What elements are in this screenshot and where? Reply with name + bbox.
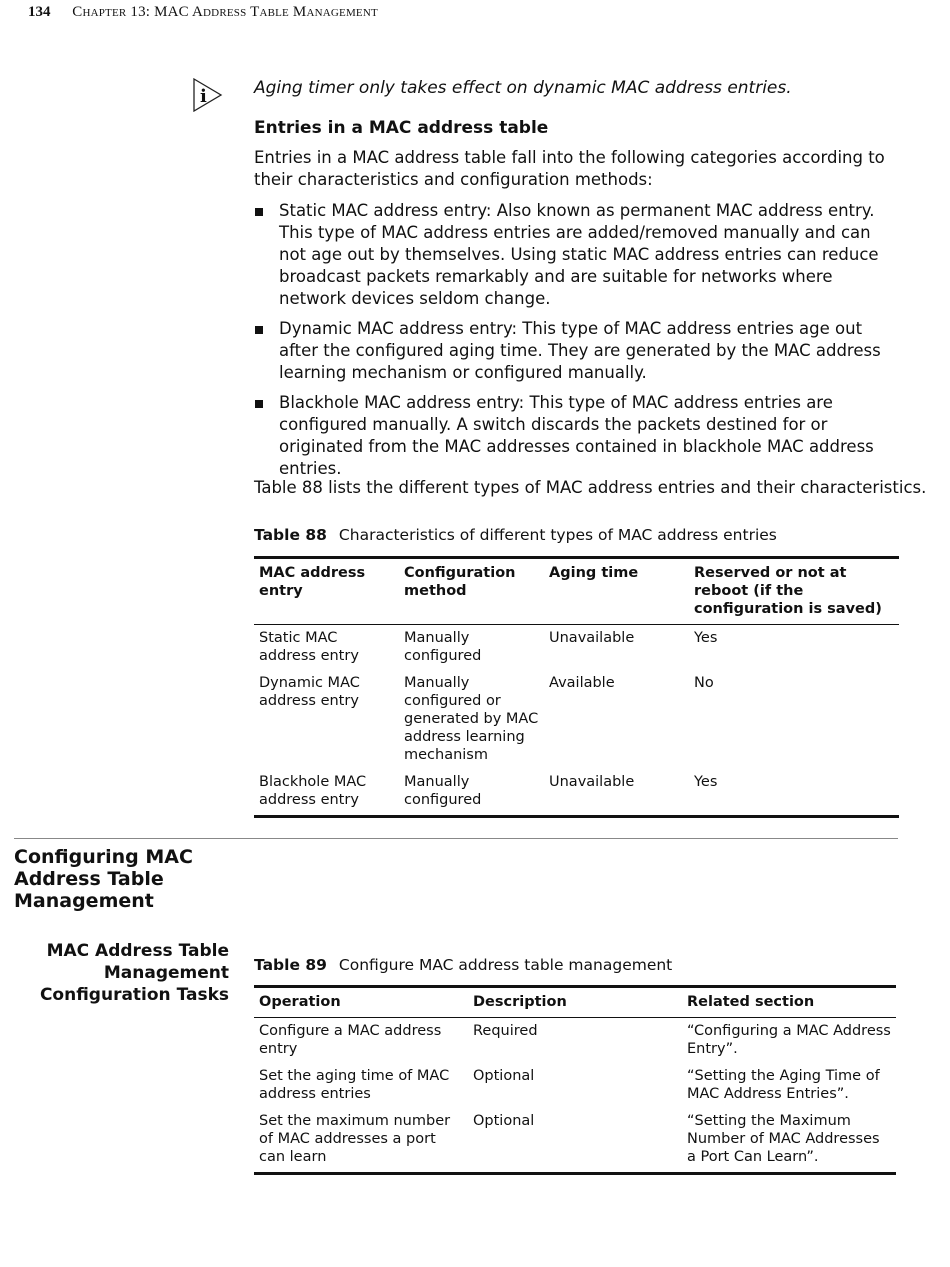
table-cell: No: [694, 675, 714, 691]
table-cell: Optional: [468, 1108, 682, 1174]
chapter-title: Chapter 13: MAC Address Table Management: [72, 4, 378, 20]
table-cell: Manually configured: [399, 769, 544, 817]
table-cell: Unavailable: [544, 769, 689, 817]
list-item: [254, 200, 902, 310]
bullet-icon: [255, 326, 263, 334]
column-header: Related section: [682, 987, 896, 1018]
list-item-text: Static MAC address entry: Also known as permanent MAC address entry. This type of MAC address entries are added/removed manually and can not age out by themselves. Using static MAC address entries can reduce broadcast packets remarkably and are suitable for networks where network devices seldom change.: [279, 201, 879, 308]
column-header: Description: [468, 987, 682, 1018]
table-row: [254, 769, 899, 817]
page-number: 134: [28, 4, 51, 20]
column-header: Reserved or not at reboot (if the configuration is saved): [689, 558, 899, 625]
table-cell: Yes: [689, 769, 899, 817]
bullet-icon: [255, 400, 263, 408]
table-row: [254, 670, 899, 769]
table-caption-text: Configure MAC address table management: [338, 956, 673, 974]
table-cell: “Configuring a MAC Address Entry”.: [687, 1023, 891, 1057]
table-cell: Unavailable: [549, 630, 635, 646]
table-cell: Manually configured or generated by MAC address learning mechanism: [404, 675, 539, 763]
table-cell: Set the maximum number of MAC addresses a port can learn: [254, 1108, 468, 1174]
table-cell: Manually configured: [404, 630, 482, 664]
table-cell: “Setting the Maximum Number of MAC Addresses a Port Can Learn”.: [682, 1108, 896, 1174]
list-item: [254, 318, 902, 384]
table-cell: Configure a MAC address entry: [259, 1023, 442, 1057]
section-heading: Entries in a MAC address table: [254, 118, 549, 138]
table-row: [254, 1108, 896, 1174]
table-cell: Required: [473, 1023, 538, 1039]
table-cell: Static MAC address entry: [259, 630, 359, 664]
subsection-heading: MAC Address Table Management Configuration Tasks: [39, 941, 229, 1005]
table-reference: Table 88 lists the different types of MAC address entries and their characteristics.: [254, 478, 927, 497]
table-row: [254, 625, 899, 671]
section-heading: Configuring MAC Address Table Management: [14, 846, 193, 912]
table89-caption: [254, 956, 672, 974]
table-header-row: [254, 558, 899, 625]
table-cell: Set the aging time of MAC address entries: [259, 1068, 450, 1102]
entry-types-list: [254, 200, 902, 488]
table-header-row: [254, 987, 896, 1018]
page-header: [28, 4, 378, 21]
table-cell: Blackhole MAC address entry: [254, 769, 399, 817]
table-cell: Available: [549, 675, 615, 691]
section-divider: [14, 838, 898, 839]
table-cell: Optional: [473, 1068, 535, 1084]
list-item: [254, 392, 902, 480]
table-caption-text: Characteristics of different types of MAC address entries: [338, 526, 777, 544]
intro-paragraph: Entries in a MAC address table fall into the following categories according to their characteristics and configuration methods:: [254, 148, 885, 189]
svg-text:i: i: [200, 86, 207, 107]
table-row: [254, 1018, 896, 1064]
table-label: Table 88: [254, 526, 327, 544]
list-item-text: Blackhole MAC address entry: This type of MAC address entries are configured manually. A switch discards the packets destined for or originated from the MAC addresses contained in blackhole MAC address entries.: [279, 393, 874, 478]
note-text: Aging timer only takes effect on dynamic MAC address entries.: [254, 78, 792, 98]
table88-caption: [254, 526, 777, 544]
column-header: Aging time: [544, 558, 689, 625]
table-cell: Yes: [694, 630, 718, 646]
note: [193, 78, 893, 112]
table-cell: “Setting the Aging Time of MAC Address Entries”.: [687, 1068, 880, 1102]
column-header: Operation: [254, 987, 468, 1018]
column-header: Configuration method: [399, 558, 544, 625]
table88: [254, 556, 899, 818]
column-header: MAC address entry: [254, 558, 399, 625]
table-label: Table 89: [254, 956, 327, 974]
info-icon: [193, 78, 223, 112]
table-row: [254, 1063, 896, 1108]
table89: [254, 985, 896, 1175]
table-cell: Dynamic MAC address entry: [259, 675, 360, 709]
bullet-icon: [255, 208, 263, 216]
list-item-text: Dynamic MAC address entry: This type of MAC address entries age out after the configured aging time. They are generated by the MAC address learning mechanism or configured manually.: [279, 319, 881, 382]
